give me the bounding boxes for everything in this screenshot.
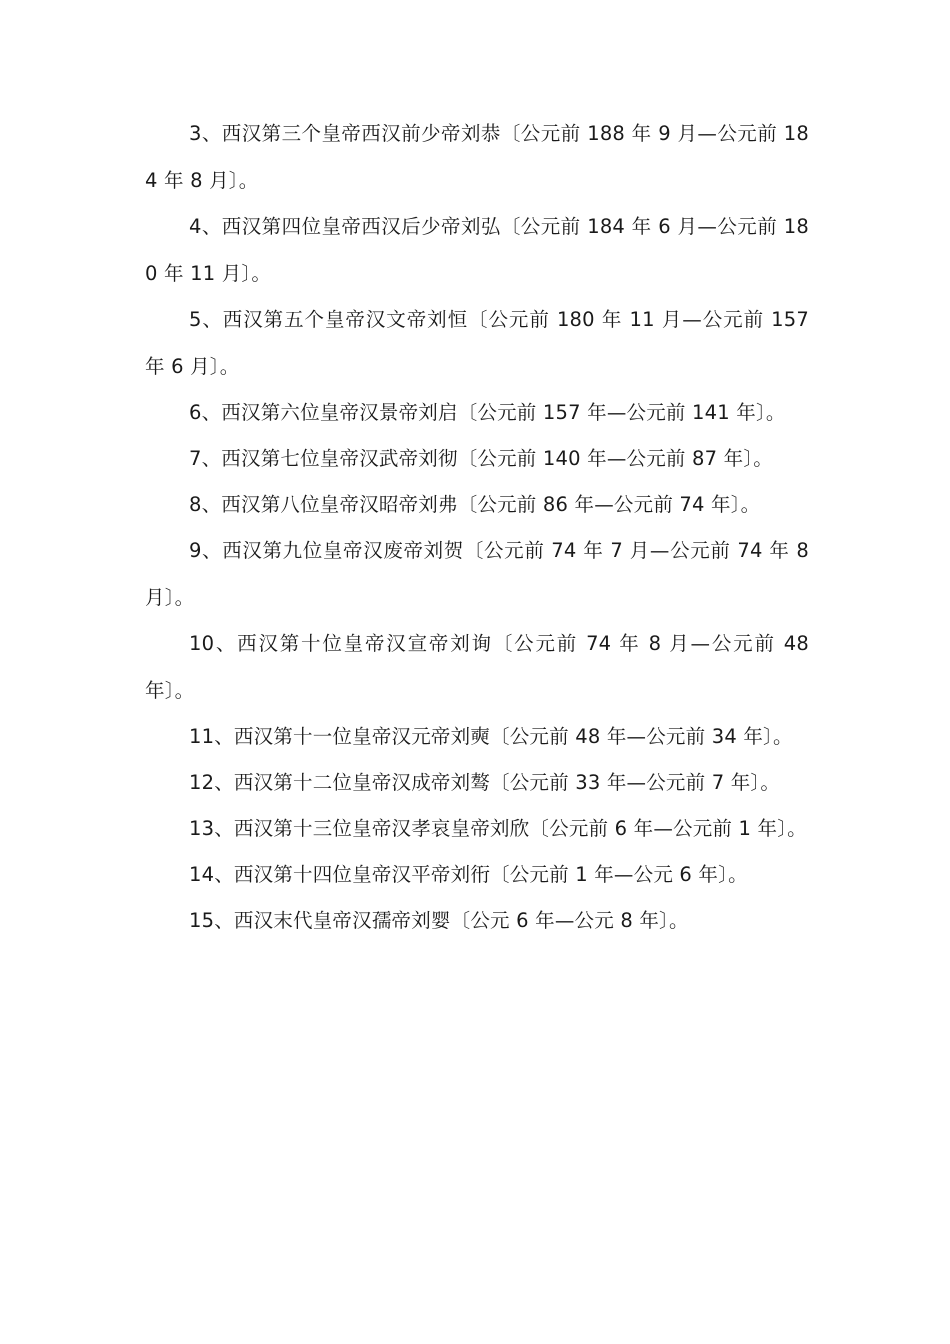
paragraph-emperor-15: 15、西汉末代皇帝汉孺帝刘婴〔公元 6 年—公元 8 年〕。 (189, 909, 689, 932)
paragraph-emperor-12: 12、西汉第十二位皇帝汉成帝刘骜〔公元前 33 年—公元前 7 年〕。 (189, 771, 781, 794)
document-body (145, 110, 809, 943)
paragraph-emperor-7: 7、西汉第七位皇帝汉武帝刘彻〔公元前 140 年—公元前 87 年〕。 (189, 447, 773, 470)
paragraph-emperor-10: 10、西汉第十位皇帝汉宣帝刘询〔公元前 74 年 8 月—公元前 48 年〕。 (145, 632, 809, 702)
paragraph-emperor-8: 8、西汉第八位皇帝汉昭帝刘弗〔公元前 86 年—公元前 74 年〕。 (189, 493, 761, 516)
paragraph-emperor-14: 14、西汉第十四位皇帝汉平帝刘衎〔公元前 1 年—公元 6 年〕。 (189, 863, 748, 886)
paragraph-emperor-4: 4、西汉第四位皇帝西汉后少帝刘弘〔公元前 184 年 6 月—公元前 180 年 11 月〕。 (145, 215, 809, 285)
paragraph-emperor-5: 5、西汉第五个皇帝汉文帝刘恒〔公元前 180 年 11 月—公元前 157 年 6 月〕。 (145, 308, 809, 378)
paragraph-emperor-3: 3、西汉第三个皇帝西汉前少帝刘恭〔公元前 188 年 9 月—公元前 184 年 8 月〕。 (145, 122, 809, 192)
paragraph-emperor-9: 9、西汉第九位皇帝汉废帝刘贺〔公元前 74 年 7 月—公元前 74 年 8 月〕。 (145, 539, 809, 609)
paragraph-emperor-13: 13、西汉第十三位皇帝汉孝哀皇帝刘欣〔公元前 6 年—公元前 1 年〕。 (189, 817, 807, 840)
paragraph-emperor-11: 11、西汉第十一位皇帝汉元帝刘奭〔公元前 48 年—公元前 34 年〕。 (189, 725, 793, 748)
paragraph-emperor-6: 6、西汉第六位皇帝汉景帝刘启〔公元前 157 年—公元前 141 年〕。 (189, 401, 786, 424)
